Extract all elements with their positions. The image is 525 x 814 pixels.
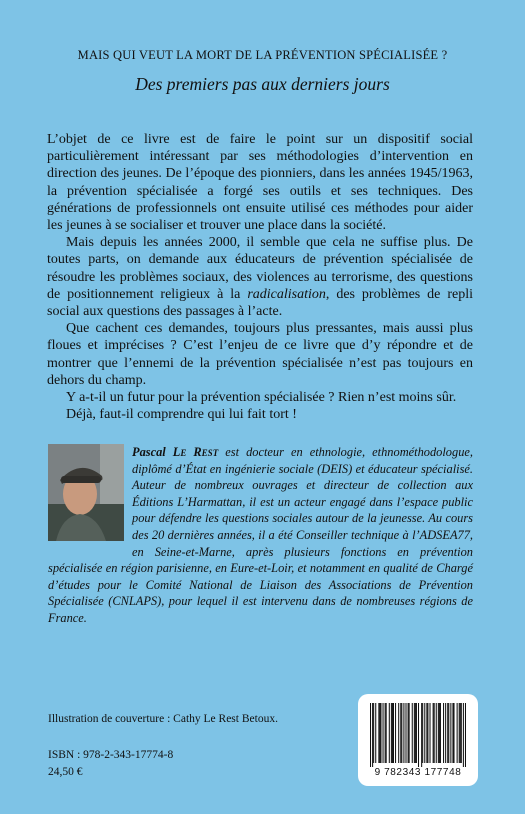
- author-bio-text: est docteur en ethnologie, ethnométhodologue, diplômé d’État en ingénierie sociale (DEIS) et éducateur spécialisé. Auteur de nombreux ouvrages et directeur de collection aux Éditions L’Harmattan, il est un acteur engagé dans l’espace public pour défendre les questions sociales autour de la jeunesse. Au cours des 20 dernières années, il a été Conseiller technique à l’ADSEA77, en Seine-et-Marne, après plusieurs fonctions en prévention spécialisée en région parisienne, en Eure-et-Loir, et notamment en qualité de Chargé d’études pour le Comité National de Liaison des Associations de Prévention Spécialisée (CNLAPS), pour lequel il est intervenu dans de nombreuses régions de France.: [48, 445, 473, 625]
- cover-illustration-credit: Illustration de couverture : Cathy Le Rest Betoux.: [48, 713, 278, 725]
- blurb-paragraph-4: Y a-t-il un futur pour la prévention spécialisée ? Rien n’est moins sûr.: [66, 390, 457, 406]
- author-name: [132, 445, 218, 459]
- blurb-paragraph-5: Déjà, faut-il comprendre qui lui fait tort !: [66, 407, 297, 423]
- book-subtitle: Des premiers pas aux derniers jours: [135, 74, 390, 94]
- barcode: [358, 694, 478, 786]
- blurb-paragraph-1: L’objet de ce livre est de faire le point sur un dispositif social particulièrement intéressant par ses méthodologies d’intervention en direction des jeunes. De l’époque des pionniers, dans les années 1945/1963, la prévention spécialisée a forgé ses outils et ses techniques. Des générations de professionnels ont ensuite utilisé ces méthodes pour aider les jeunes à se socialiser et trouver une place dans la société.: [47, 132, 473, 234]
- isbn-number: ISBN : 978-2-343-17774-8: [48, 749, 174, 761]
- barcode-bars: [370, 703, 466, 767]
- blurb-text: [47, 131, 473, 423]
- author-last-name: Le Rest: [172, 445, 219, 459]
- barcode-digits: 9 782343 177748: [374, 767, 462, 778]
- author-first-name: Pascal: [132, 445, 166, 459]
- book-price: 24,50 €: [48, 766, 83, 778]
- author-bio: [48, 444, 473, 627]
- blurb-paragraph-2-start: Mais depuis les années 2000, il semble que cela ne suffise plus. De toutes parts, on demande aux éducateurs de prévention spécialisée de résoudre les problèmes sociaux, des violences au terrorisme, des questions de positionnement religieux à la: [47, 235, 473, 302]
- book-series-title: MAIS QUI VEUT LA MORT DE LA PRÉVENTION SPÉCIALISÉE ?: [77, 48, 448, 62]
- blurb-paragraph-2-end: , des problèmes de repli social aux questions des passages à l’acte.: [47, 286, 473, 320]
- blurb-paragraph-3: Que cachent ces demandes, toujours plus pressantes, mais aussi plus floues et imprécises ? C’est l’enjeu de ce livre que d’y répondre et de montrer que l’ennemi de la prévention spécialisée n’est pas toujours en dehors du champ.: [47, 321, 473, 388]
- blurb-paragraph-2: [47, 234, 473, 320]
- blurb-paragraph-2-italic: radicalisation: [247, 286, 326, 302]
